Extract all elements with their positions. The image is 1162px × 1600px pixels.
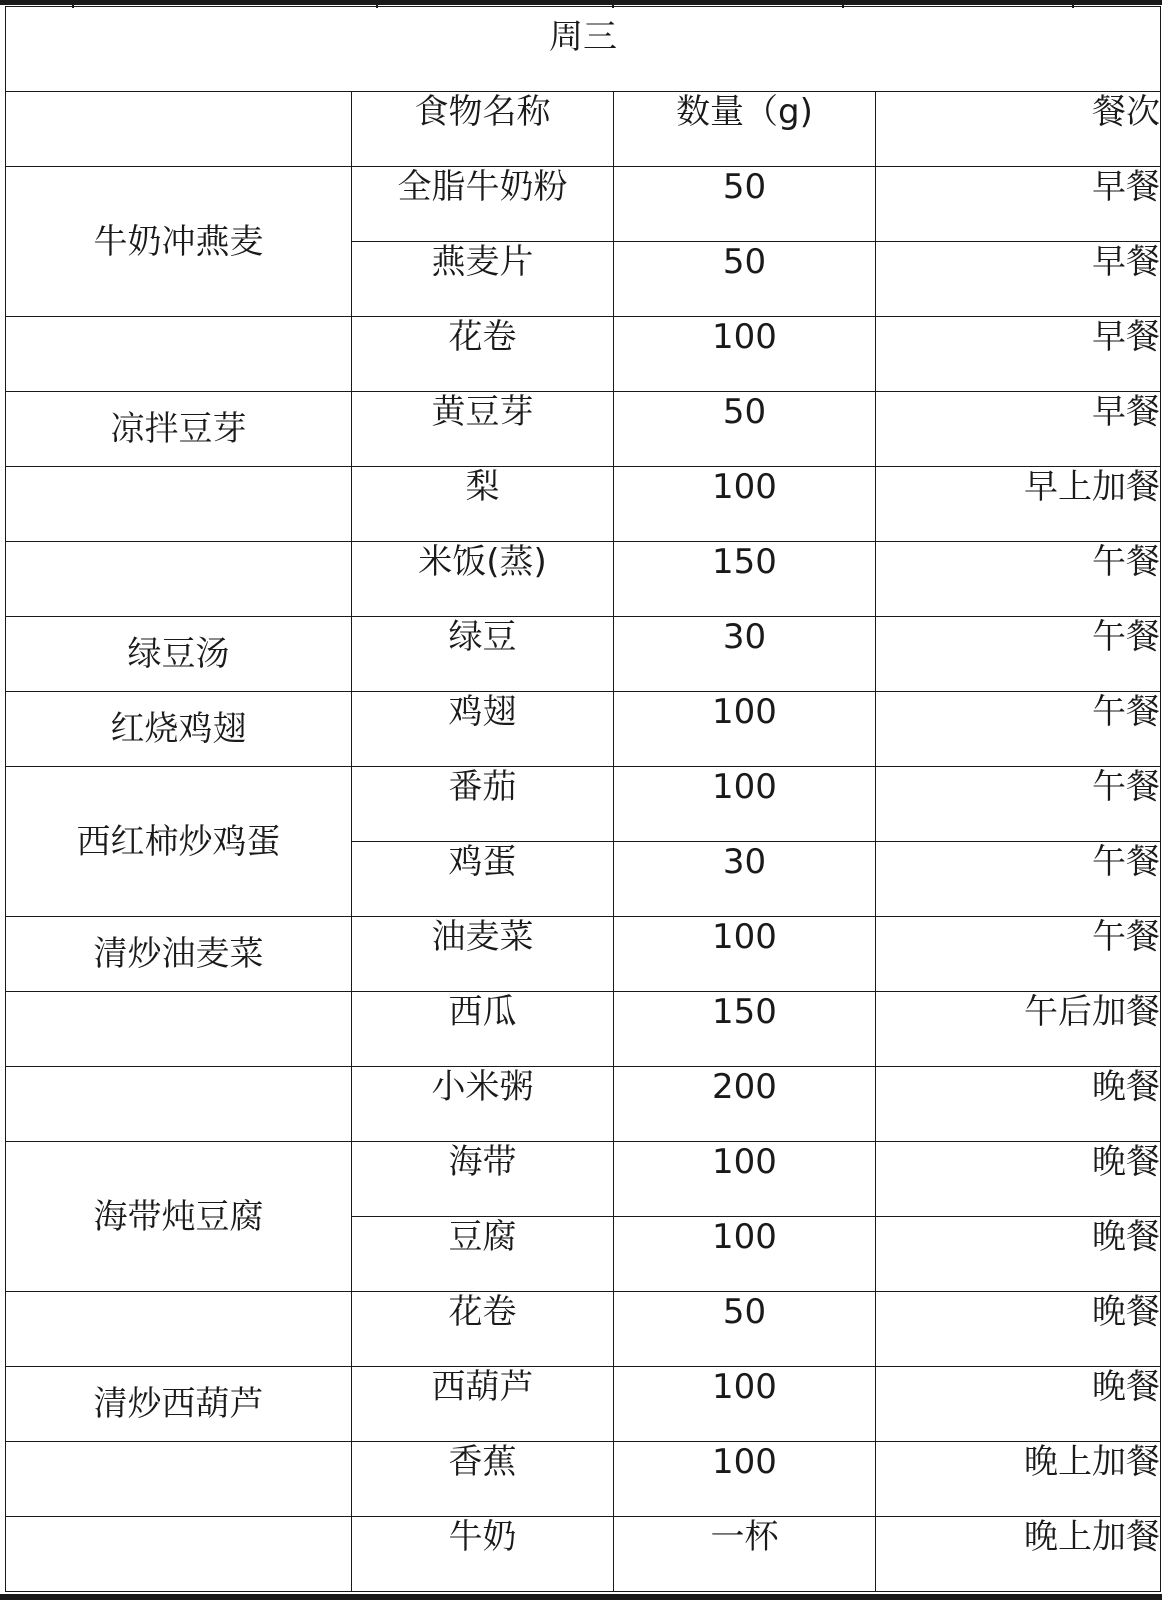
header-food-name: 食物名称	[352, 92, 614, 167]
meal-cell: 晚餐	[876, 1367, 1161, 1442]
title-row	[6, 7, 1161, 92]
food-name-cell: 西瓜	[352, 992, 614, 1067]
meal-cell: 午餐	[876, 542, 1161, 617]
dish-name-cell: 红烧鸡翅	[6, 692, 352, 767]
meal-cell: 早餐	[876, 317, 1161, 392]
quantity-cell: 100	[614, 692, 876, 767]
food-name-cell: 燕麦片	[352, 242, 614, 317]
table-row	[6, 617, 1161, 692]
header-meal: 餐次	[876, 92, 1161, 167]
dish-name-cell	[6, 992, 352, 1067]
food-name-cell: 黄豆芽	[352, 392, 614, 467]
quantity-cell: 100	[614, 317, 876, 392]
meal-cell: 晚上加餐	[876, 1442, 1161, 1517]
header-row	[6, 92, 1161, 167]
quantity-cell: 150	[614, 992, 876, 1067]
dish-name-cell	[6, 1517, 352, 1592]
dish-name-cell: 清炒油麦菜	[6, 917, 352, 992]
table-row	[6, 392, 1161, 467]
quantity-cell: 100	[614, 917, 876, 992]
food-name-cell: 豆腐	[352, 1217, 614, 1292]
table-row	[6, 917, 1161, 992]
dish-name-cell	[6, 1442, 352, 1517]
meal-cell: 晚餐	[876, 1292, 1161, 1367]
table-row	[6, 1292, 1161, 1367]
quantity-cell: 100	[614, 1217, 876, 1292]
quantity-cell: 200	[614, 1067, 876, 1142]
page-bottom-border	[0, 1594, 1162, 1600]
food-name-cell: 牛奶	[352, 1517, 614, 1592]
table-row	[6, 692, 1161, 767]
quantity-cell: 50	[614, 242, 876, 317]
food-name-cell: 全脂牛奶粉	[352, 167, 614, 242]
day-title: 周三	[6, 7, 1161, 92]
quantity-cell: 50	[614, 392, 876, 467]
quantity-cell: 30	[614, 842, 876, 917]
meal-cell: 午餐	[876, 692, 1161, 767]
quantity-cell: 100	[614, 1367, 876, 1442]
food-name-cell: 鸡翅	[352, 692, 614, 767]
food-name-cell: 鸡蛋	[352, 842, 614, 917]
quantity-cell: 30	[614, 617, 876, 692]
quantity-cell: 100	[614, 767, 876, 842]
table-row	[6, 542, 1161, 617]
header-quantity: 数量（g)	[614, 92, 876, 167]
dish-name-cell: 凉拌豆芽	[6, 392, 352, 467]
dish-name-cell	[6, 317, 352, 392]
previous-table-border	[0, 0, 1162, 5]
food-name-cell: 花卷	[352, 317, 614, 392]
dish-name-cell: 西红柿炒鸡蛋	[6, 767, 352, 917]
header-dish	[6, 92, 352, 167]
meal-cell: 早餐	[876, 167, 1161, 242]
quantity-cell: 一杯	[614, 1517, 876, 1592]
dish-name-cell	[6, 467, 352, 542]
quantity-cell: 50	[614, 1292, 876, 1367]
table-row	[6, 1142, 1161, 1217]
meal-cell: 晚餐	[876, 1142, 1161, 1217]
food-name-cell: 梨	[352, 467, 614, 542]
dish-name-cell: 牛奶冲燕麦	[6, 167, 352, 317]
meal-cell: 早上加餐	[876, 467, 1161, 542]
dish-name-cell: 海带炖豆腐	[6, 1142, 352, 1292]
food-name-cell: 油麦菜	[352, 917, 614, 992]
meal-cell: 午餐	[876, 617, 1161, 692]
quantity-cell: 100	[614, 1142, 876, 1217]
meal-cell: 早餐	[876, 242, 1161, 317]
menu-table	[5, 6, 1161, 1592]
table-row	[6, 1442, 1161, 1517]
dish-name-cell	[6, 1292, 352, 1367]
food-name-cell: 米饭(蒸)	[352, 542, 614, 617]
dish-name-cell	[6, 542, 352, 617]
quantity-cell: 150	[614, 542, 876, 617]
meal-cell: 晚餐	[876, 1067, 1161, 1142]
food-name-cell: 香蕉	[352, 1442, 614, 1517]
food-name-cell: 小米粥	[352, 1067, 614, 1142]
table-row	[6, 467, 1161, 542]
meal-cell: 晚餐	[876, 1217, 1161, 1292]
table-row	[6, 767, 1161, 842]
food-name-cell: 绿豆	[352, 617, 614, 692]
dish-name-cell: 绿豆汤	[6, 617, 352, 692]
food-name-cell: 番茄	[352, 767, 614, 842]
meal-cell: 晚上加餐	[876, 1517, 1161, 1592]
menu-table-body	[6, 7, 1161, 1592]
table-row	[6, 1367, 1161, 1442]
meal-cell: 午后加餐	[876, 992, 1161, 1067]
meal-cell: 午餐	[876, 767, 1161, 842]
meal-cell: 午餐	[876, 917, 1161, 992]
dish-name-cell: 清炒西葫芦	[6, 1367, 352, 1442]
meal-cell: 早餐	[876, 392, 1161, 467]
quantity-cell: 100	[614, 1442, 876, 1517]
food-name-cell: 西葫芦	[352, 1367, 614, 1442]
table-row	[6, 1517, 1161, 1592]
dish-name-cell	[6, 1067, 352, 1142]
quantity-cell: 100	[614, 467, 876, 542]
table-row	[6, 317, 1161, 392]
table-row	[6, 167, 1161, 242]
table-row	[6, 1067, 1161, 1142]
meal-cell: 午餐	[876, 842, 1161, 917]
food-name-cell: 花卷	[352, 1292, 614, 1367]
quantity-cell: 50	[614, 167, 876, 242]
table-row	[6, 992, 1161, 1067]
food-name-cell: 海带	[352, 1142, 614, 1217]
